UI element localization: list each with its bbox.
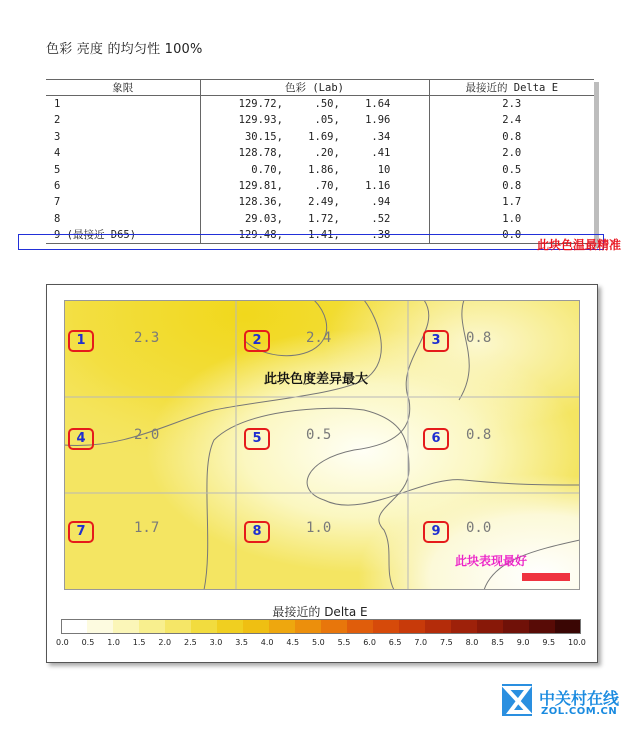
colorbar-segment bbox=[503, 619, 530, 634]
colorbar-tick-label: 2.0 bbox=[158, 638, 172, 647]
quadrant-cell: 2 bbox=[46, 112, 200, 128]
colorbar-tick-label: 2.5 bbox=[184, 638, 197, 647]
colorbar-segment bbox=[477, 619, 504, 634]
lab-cell: 128.36, 2.49, .94 bbox=[200, 194, 429, 210]
colorbar-segment bbox=[425, 619, 452, 634]
delta-e-cell: 2.3 bbox=[502, 98, 522, 111]
colorbar-segment bbox=[61, 619, 88, 634]
colorbar-segment bbox=[191, 619, 218, 634]
quadrant-value-3: 0.8 bbox=[466, 330, 492, 346]
quadrant-badge-1: 1 bbox=[68, 330, 94, 352]
quadrant-value-2: 2.4 bbox=[306, 330, 332, 346]
colorbar-tick-label: 7.5 bbox=[440, 638, 453, 647]
colorbar-segment bbox=[451, 619, 478, 634]
table-row bbox=[46, 145, 594, 161]
colorbar-segment bbox=[347, 619, 374, 634]
logo-text-en: ZOL.COM.CN bbox=[541, 706, 618, 717]
delta-e-cell: 2.4 bbox=[502, 114, 522, 127]
colorbar-tick-label: 8.0 bbox=[465, 638, 479, 647]
colorbar-tick-label: 6.0 bbox=[363, 638, 376, 647]
colorbar-tick-label: 1.0 bbox=[107, 638, 120, 647]
delta-e-cell: 0.8 bbox=[502, 130, 522, 143]
red-marker-bar bbox=[522, 573, 570, 581]
best-temp-note: 此块色温最精准 bbox=[537, 238, 622, 252]
colorbar-segment bbox=[113, 619, 140, 634]
quadrant-value-8: 1.0 bbox=[306, 520, 332, 536]
logo-text-cn: 中关村在线 bbox=[539, 689, 620, 708]
lab-cell: 29.03, 1.72, .52 bbox=[200, 211, 429, 227]
table-row bbox=[46, 112, 594, 128]
colorbar-tick-label: 6.5 bbox=[388, 638, 402, 647]
colorbar-tick-label: 3.5 bbox=[235, 638, 248, 647]
col-header-delta-e: 最接近的 Delta E bbox=[429, 80, 594, 96]
colorbar-title: 最接近的 Delta E bbox=[272, 605, 368, 619]
table-row bbox=[46, 211, 594, 227]
col-header-lab: 色彩 (Lab) bbox=[200, 80, 429, 96]
quadrant-badge-5: 5 bbox=[244, 428, 270, 450]
colorbar-segment bbox=[243, 619, 270, 634]
colorbar-tick-label: 3.0 bbox=[209, 638, 223, 647]
colorbar-segment bbox=[165, 619, 192, 634]
table-header-row bbox=[46, 80, 594, 96]
quadrant-cell: 7 bbox=[46, 194, 200, 210]
colorbar-tick-label: 7.0 bbox=[414, 638, 428, 647]
colorbar-segment bbox=[87, 619, 114, 634]
table-row bbox=[46, 96, 594, 112]
quadrant-value-4: 2.0 bbox=[134, 427, 160, 443]
lab-table bbox=[46, 79, 594, 244]
quadrant-badge-7: 7 bbox=[68, 521, 94, 543]
colorbar bbox=[61, 619, 581, 634]
col-header-quadrant: 象限 bbox=[46, 80, 200, 96]
colorbar-tick-label: 1.5 bbox=[132, 638, 146, 647]
colorbar-tick-label: 5.5 bbox=[337, 638, 351, 647]
table-row bbox=[46, 178, 594, 194]
colorbar-tick-label: 9.0 bbox=[516, 638, 530, 647]
colorbar-tick-label: 10.0 bbox=[568, 638, 586, 647]
table-row bbox=[46, 129, 594, 145]
colorbar-tick-label: 4.5 bbox=[286, 638, 300, 647]
zol-logo-icon bbox=[498, 680, 536, 720]
quadrant-cell: 3 bbox=[46, 129, 200, 145]
quadrant-cell: 6 bbox=[46, 178, 200, 194]
quadrant-badge-2: 2 bbox=[244, 330, 270, 352]
colorbar-segment bbox=[321, 619, 348, 634]
colorbar-segment bbox=[269, 619, 296, 634]
lab-cell: 129.48, 1.41, .38 bbox=[200, 227, 429, 243]
colorbar-tick-label: 9.5 bbox=[542, 638, 556, 647]
table-row bbox=[46, 161, 594, 177]
quadrant-value-7: 1.7 bbox=[134, 520, 160, 536]
quadrant-value-6: 0.8 bbox=[466, 427, 492, 443]
largest-diff-note: 此块色度差异最大 bbox=[264, 372, 369, 387]
colorbar-segment bbox=[399, 619, 426, 634]
quadrant-value-5: 0.5 bbox=[306, 427, 332, 443]
colorbar-tick-label: 4.0 bbox=[260, 638, 274, 647]
colorbar-segment bbox=[529, 619, 556, 634]
colorbar-segment bbox=[295, 619, 322, 634]
delta-e-cell: 0.0 bbox=[429, 227, 594, 243]
colorbar-segment bbox=[139, 619, 166, 634]
quadrant-cell: 5 bbox=[46, 161, 200, 177]
lab-cell: 129.93, .05, 1.96 bbox=[200, 112, 429, 128]
table-row bbox=[46, 194, 594, 210]
quadrant-cell: 8 bbox=[46, 211, 200, 227]
table-shadow bbox=[594, 82, 599, 248]
quadrant-badge-3: 3 bbox=[423, 330, 449, 352]
lab-cell: 0.70, 1.86, 10 bbox=[200, 161, 429, 177]
quadrant-badge-4: 4 bbox=[68, 428, 94, 450]
delta-e-cell: 2.0 bbox=[502, 147, 522, 160]
delta-e-cell: 0.8 bbox=[502, 180, 522, 193]
quadrant-cell: 4 bbox=[46, 145, 200, 161]
quadrant-cell: 1 bbox=[46, 96, 200, 112]
quadrant-cell: 9 (最接近 D65) bbox=[46, 227, 200, 243]
delta-e-cell: 1.7 bbox=[502, 196, 522, 209]
highlight-row-box bbox=[18, 234, 604, 250]
delta-e-cell: 1.0 bbox=[502, 212, 522, 225]
page-title: 色彩 亮度 的均匀性 100% bbox=[46, 42, 203, 57]
lab-cell: 128.78, .20, .41 bbox=[200, 145, 429, 161]
colorbar-segment bbox=[373, 619, 400, 634]
quadrant-badge-9: 9 bbox=[423, 521, 449, 543]
lab-cell: 129.72, .50, 1.64 bbox=[200, 96, 429, 112]
colorbar-segment bbox=[217, 619, 244, 634]
quadrant-badge-8: 8 bbox=[244, 521, 270, 543]
lab-cell: 30.15, 1.69, .34 bbox=[200, 129, 429, 145]
delta-e-cell: 0.5 bbox=[502, 163, 522, 176]
quadrant-badge-6: 6 bbox=[423, 428, 449, 450]
best-performance-note: 此块表现最好 bbox=[455, 554, 528, 568]
colorbar-segment bbox=[555, 619, 581, 634]
colorbar-tick-label: 0.5 bbox=[81, 638, 95, 647]
colorbar-tick-label: 0.0 bbox=[56, 638, 69, 647]
quadrant-value-1: 2.3 bbox=[134, 330, 160, 346]
quadrant-value-9: 0.0 bbox=[466, 520, 492, 536]
colorbar-tick-label: 5.0 bbox=[312, 638, 325, 647]
lab-cell: 129.81, .70, 1.16 bbox=[200, 178, 429, 194]
colorbar-tick-label: 8.5 bbox=[491, 638, 504, 647]
